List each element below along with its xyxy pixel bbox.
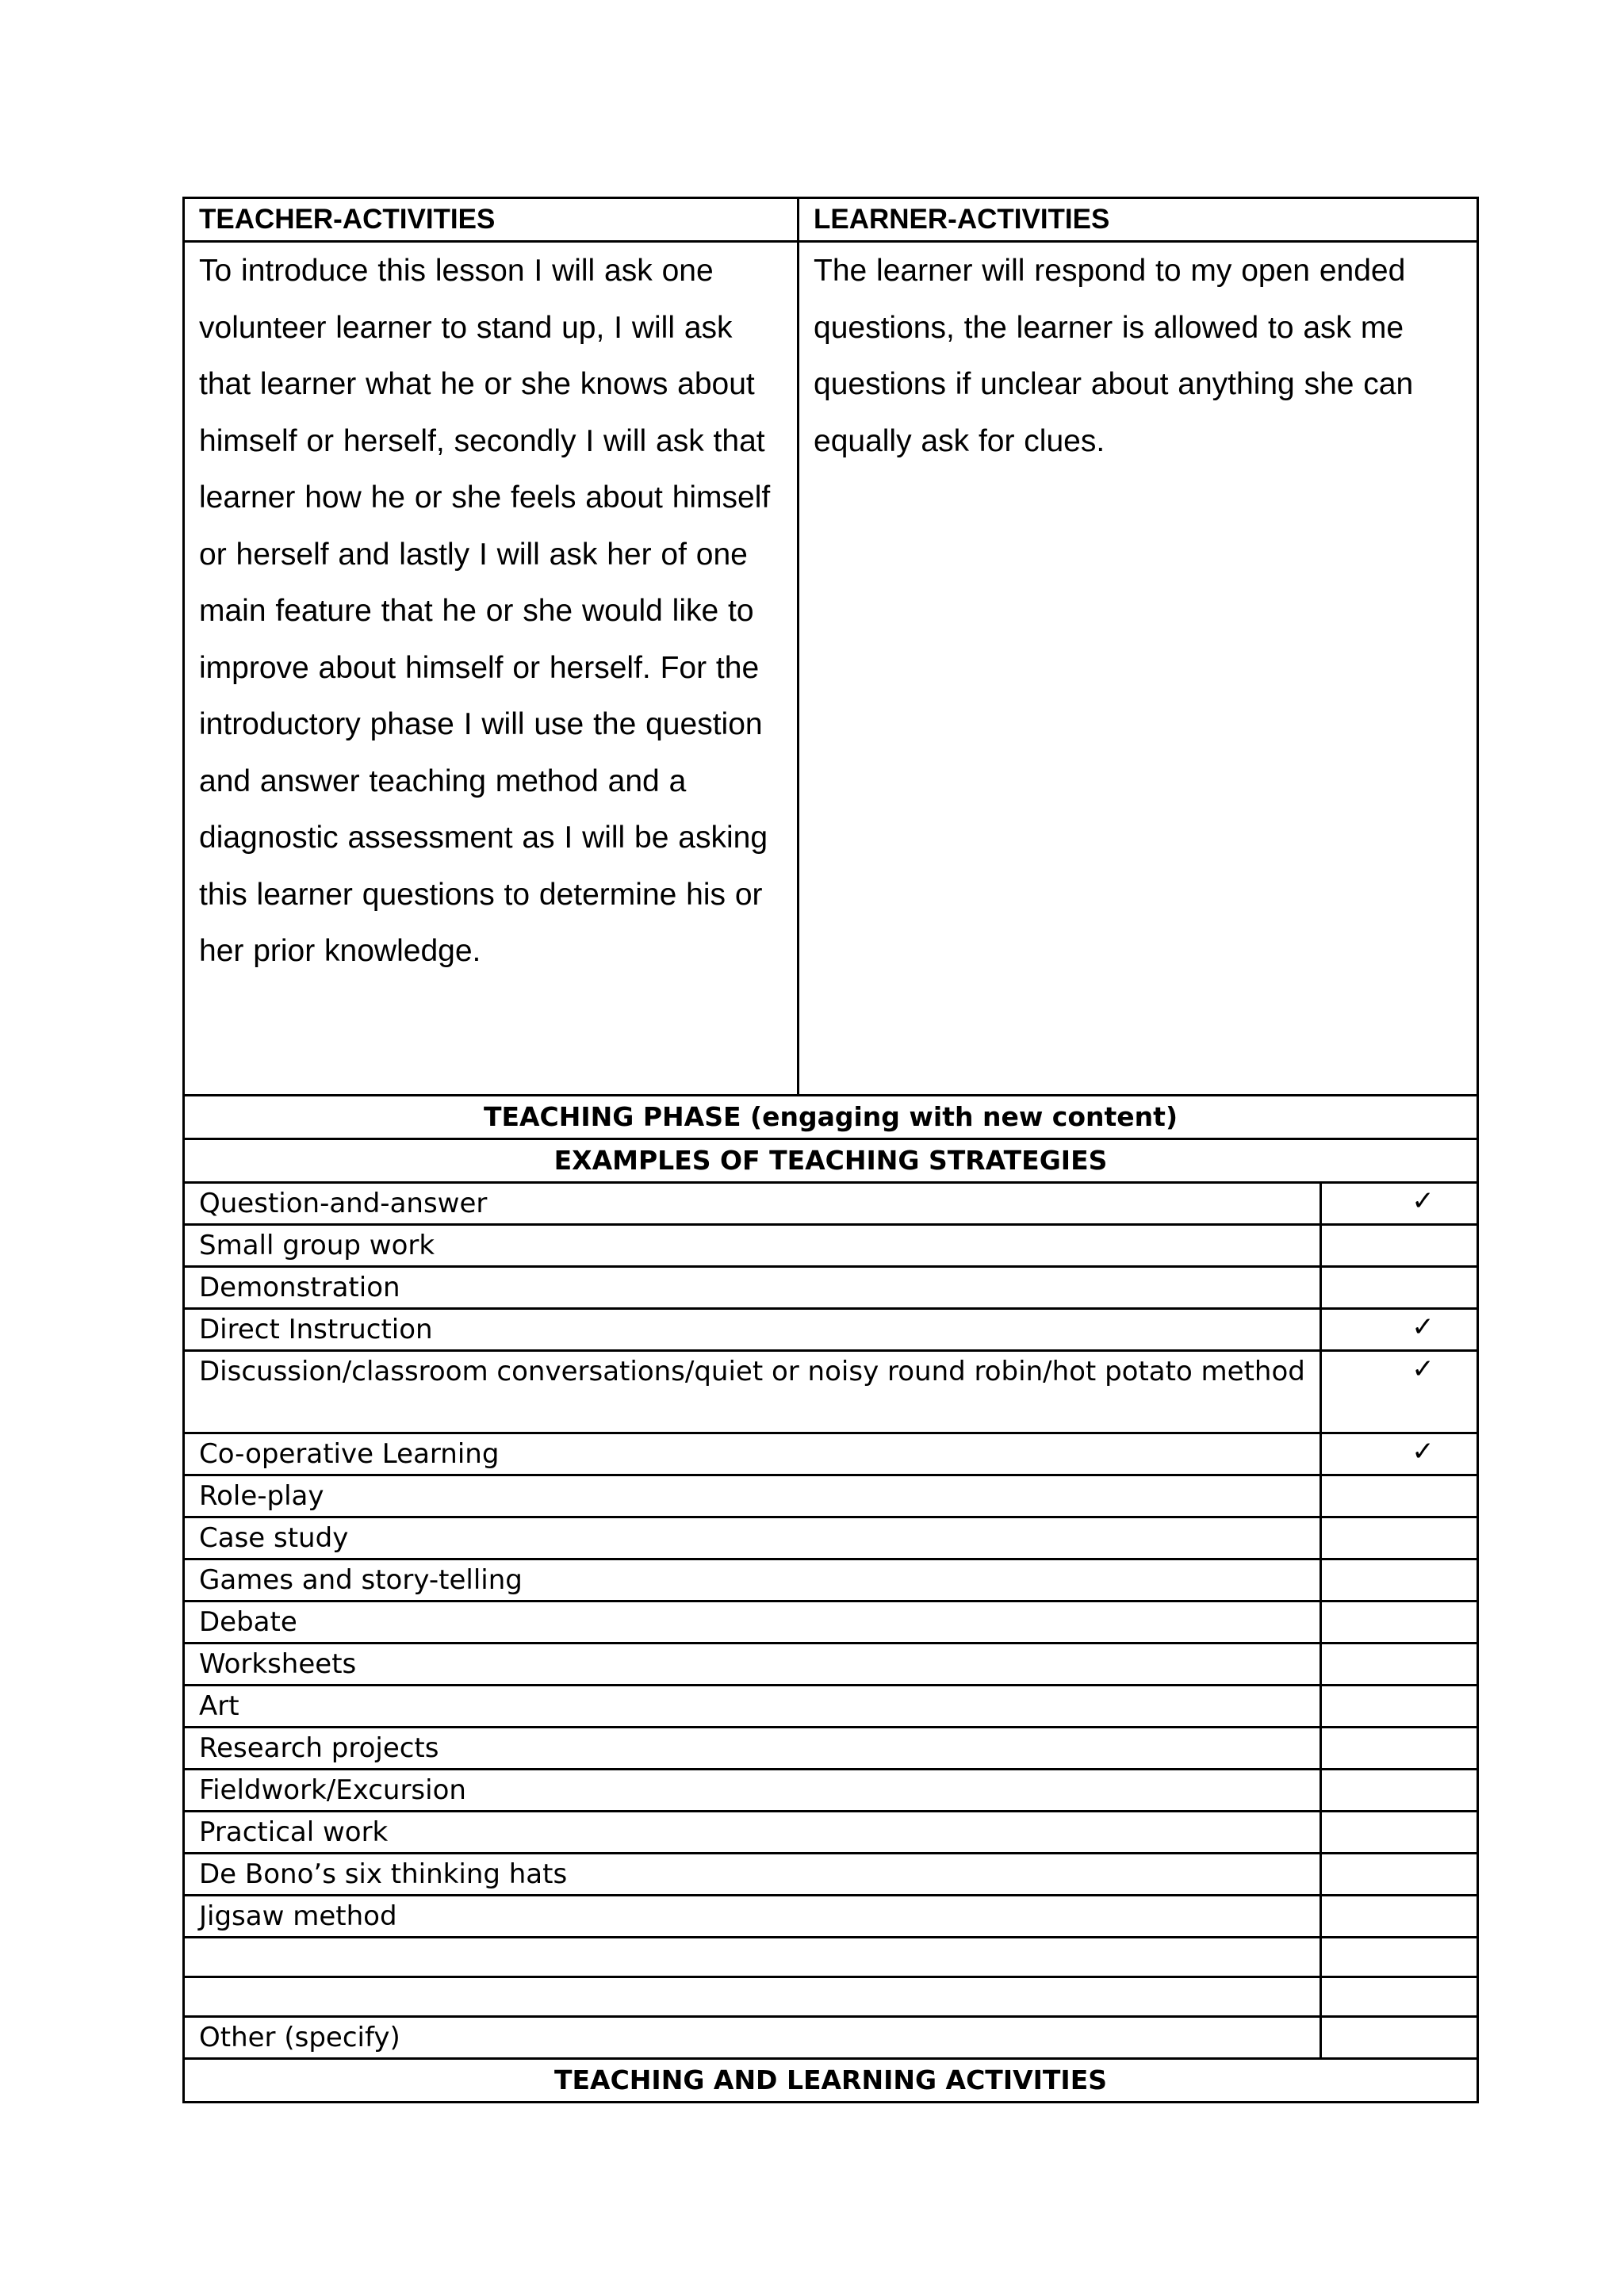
strategy-check-cell [1321,1351,1478,1433]
strategy-check-cell [1321,1977,1478,2017]
strategy-label: Fieldwork/Excursion [184,1770,1321,1812]
strategy-check-cell [1321,2017,1478,2059]
strategy-check-cell [1321,1854,1478,1896]
strategy-label: Jigsaw method [184,1896,1321,1938]
teaching-strategies-table [182,1094,1479,2103]
strategy-row [184,1938,1478,1977]
strategy-row [184,1475,1478,1517]
strategy-check-cell [1321,1517,1478,1559]
strategy-check-cell [1321,1728,1478,1770]
strategy-row [184,1728,1478,1770]
strategy-check-cell [1321,1644,1478,1686]
strategy-check-cell [1321,1475,1478,1517]
checkmark-icon: ✓ [1411,1436,1434,1468]
strategy-row [184,1183,1478,1225]
strategy-label: Worksheets [184,1644,1321,1686]
strategy-label: Case study [184,1517,1321,1559]
strategy-row [184,1812,1478,1854]
strategy-label: Co-operative Learning [184,1433,1321,1475]
strategy-row [184,1896,1478,1938]
strategy-check-cell [1321,1938,1478,1977]
teacher-activities-text: To introduce this lesson I will ask one volunteer learner to stand up, I will ask that learner what he or she knows about himself or herself, secondly I will ask that learner how he or she feels about himself or herself and lastly I will ask her of one main feature that he or she would like to improve about himself or herself. For the introductory phase I will use the question and answer teaching method and a diagnostic assessment as I will be asking this learner questions to determine his or her prior knowledge. [184,242,799,1096]
strategy-check-cell [1321,1267,1478,1309]
strategy-row [184,2017,1478,2059]
strategy-label: Other (specify) [184,2017,1321,2059]
strategy-row [184,1854,1478,1896]
teacher-activities-header: TEACHER-ACTIVITIES [184,198,799,242]
strategy-check-cell [1321,1812,1478,1854]
strategy-row [184,1686,1478,1728]
strategy-list [184,1183,1478,2059]
strategy-row [184,1351,1478,1433]
checkmark-icon: ✓ [1411,1353,1434,1385]
activities-table [182,197,1479,1096]
strategy-row [184,1309,1478,1351]
strategy-row [184,1559,1478,1601]
strategy-row [184,1517,1478,1559]
teaching-phase-title: TEACHING PHASE (engaging with new content) [184,1096,1478,1139]
strategy-check-cell [1321,1896,1478,1938]
strategy-label: Small group work [184,1225,1321,1267]
strategy-check-cell [1321,1183,1478,1225]
strategy-check-cell [1321,1559,1478,1601]
strategy-check-cell [1321,1433,1478,1475]
strategy-row [184,1770,1478,1812]
checkmark-icon: ✓ [1411,1311,1434,1343]
strategy-label: Practical work [184,1812,1321,1854]
strategy-check-cell [1321,1770,1478,1812]
teaching-strategies-subtitle: EXAMPLES OF TEACHING STRATEGIES [184,1139,1478,1183]
strategy-row [184,1433,1478,1475]
strategy-row [184,1225,1478,1267]
strategy-label: Role-play [184,1475,1321,1517]
lesson-plan-form [182,197,1477,2103]
strategy-label: Direct Instruction [184,1309,1321,1351]
strategy-check-cell [1321,1686,1478,1728]
strategy-label [184,1938,1321,1977]
strategy-label: Demonstration [184,1267,1321,1309]
strategy-label: Discussion/classroom conversations/quiet or noisy round robin/hot potato method [184,1351,1321,1433]
strategy-label: Art [184,1686,1321,1728]
strategy-check-cell [1321,1309,1478,1351]
strategy-row [184,1977,1478,2017]
strategy-row [184,1267,1478,1309]
checkmark-icon: ✓ [1411,1185,1434,1217]
strategy-row [184,1644,1478,1686]
strategy-label: De Bono’s six thinking hats [184,1854,1321,1896]
strategy-label: Research projects [184,1728,1321,1770]
strategy-row [184,1601,1478,1644]
learner-activities-text: The learner will respond to my open ended questions, the learner is allowed to ask me questions if unclear about anything she can equally ask for clues. [799,242,1478,1096]
strategy-label [184,1977,1321,2017]
strategy-check-cell [1321,1225,1478,1267]
strategy-label: Question-and-answer [184,1183,1321,1225]
learner-activities-header: LEARNER-ACTIVITIES [799,198,1478,242]
teaching-learning-activities-footer: TEACHING AND LEARNING ACTIVITIES [184,2059,1478,2103]
strategy-label: Debate [184,1601,1321,1644]
strategy-label: Games and story-telling [184,1559,1321,1601]
strategy-check-cell [1321,1601,1478,1644]
